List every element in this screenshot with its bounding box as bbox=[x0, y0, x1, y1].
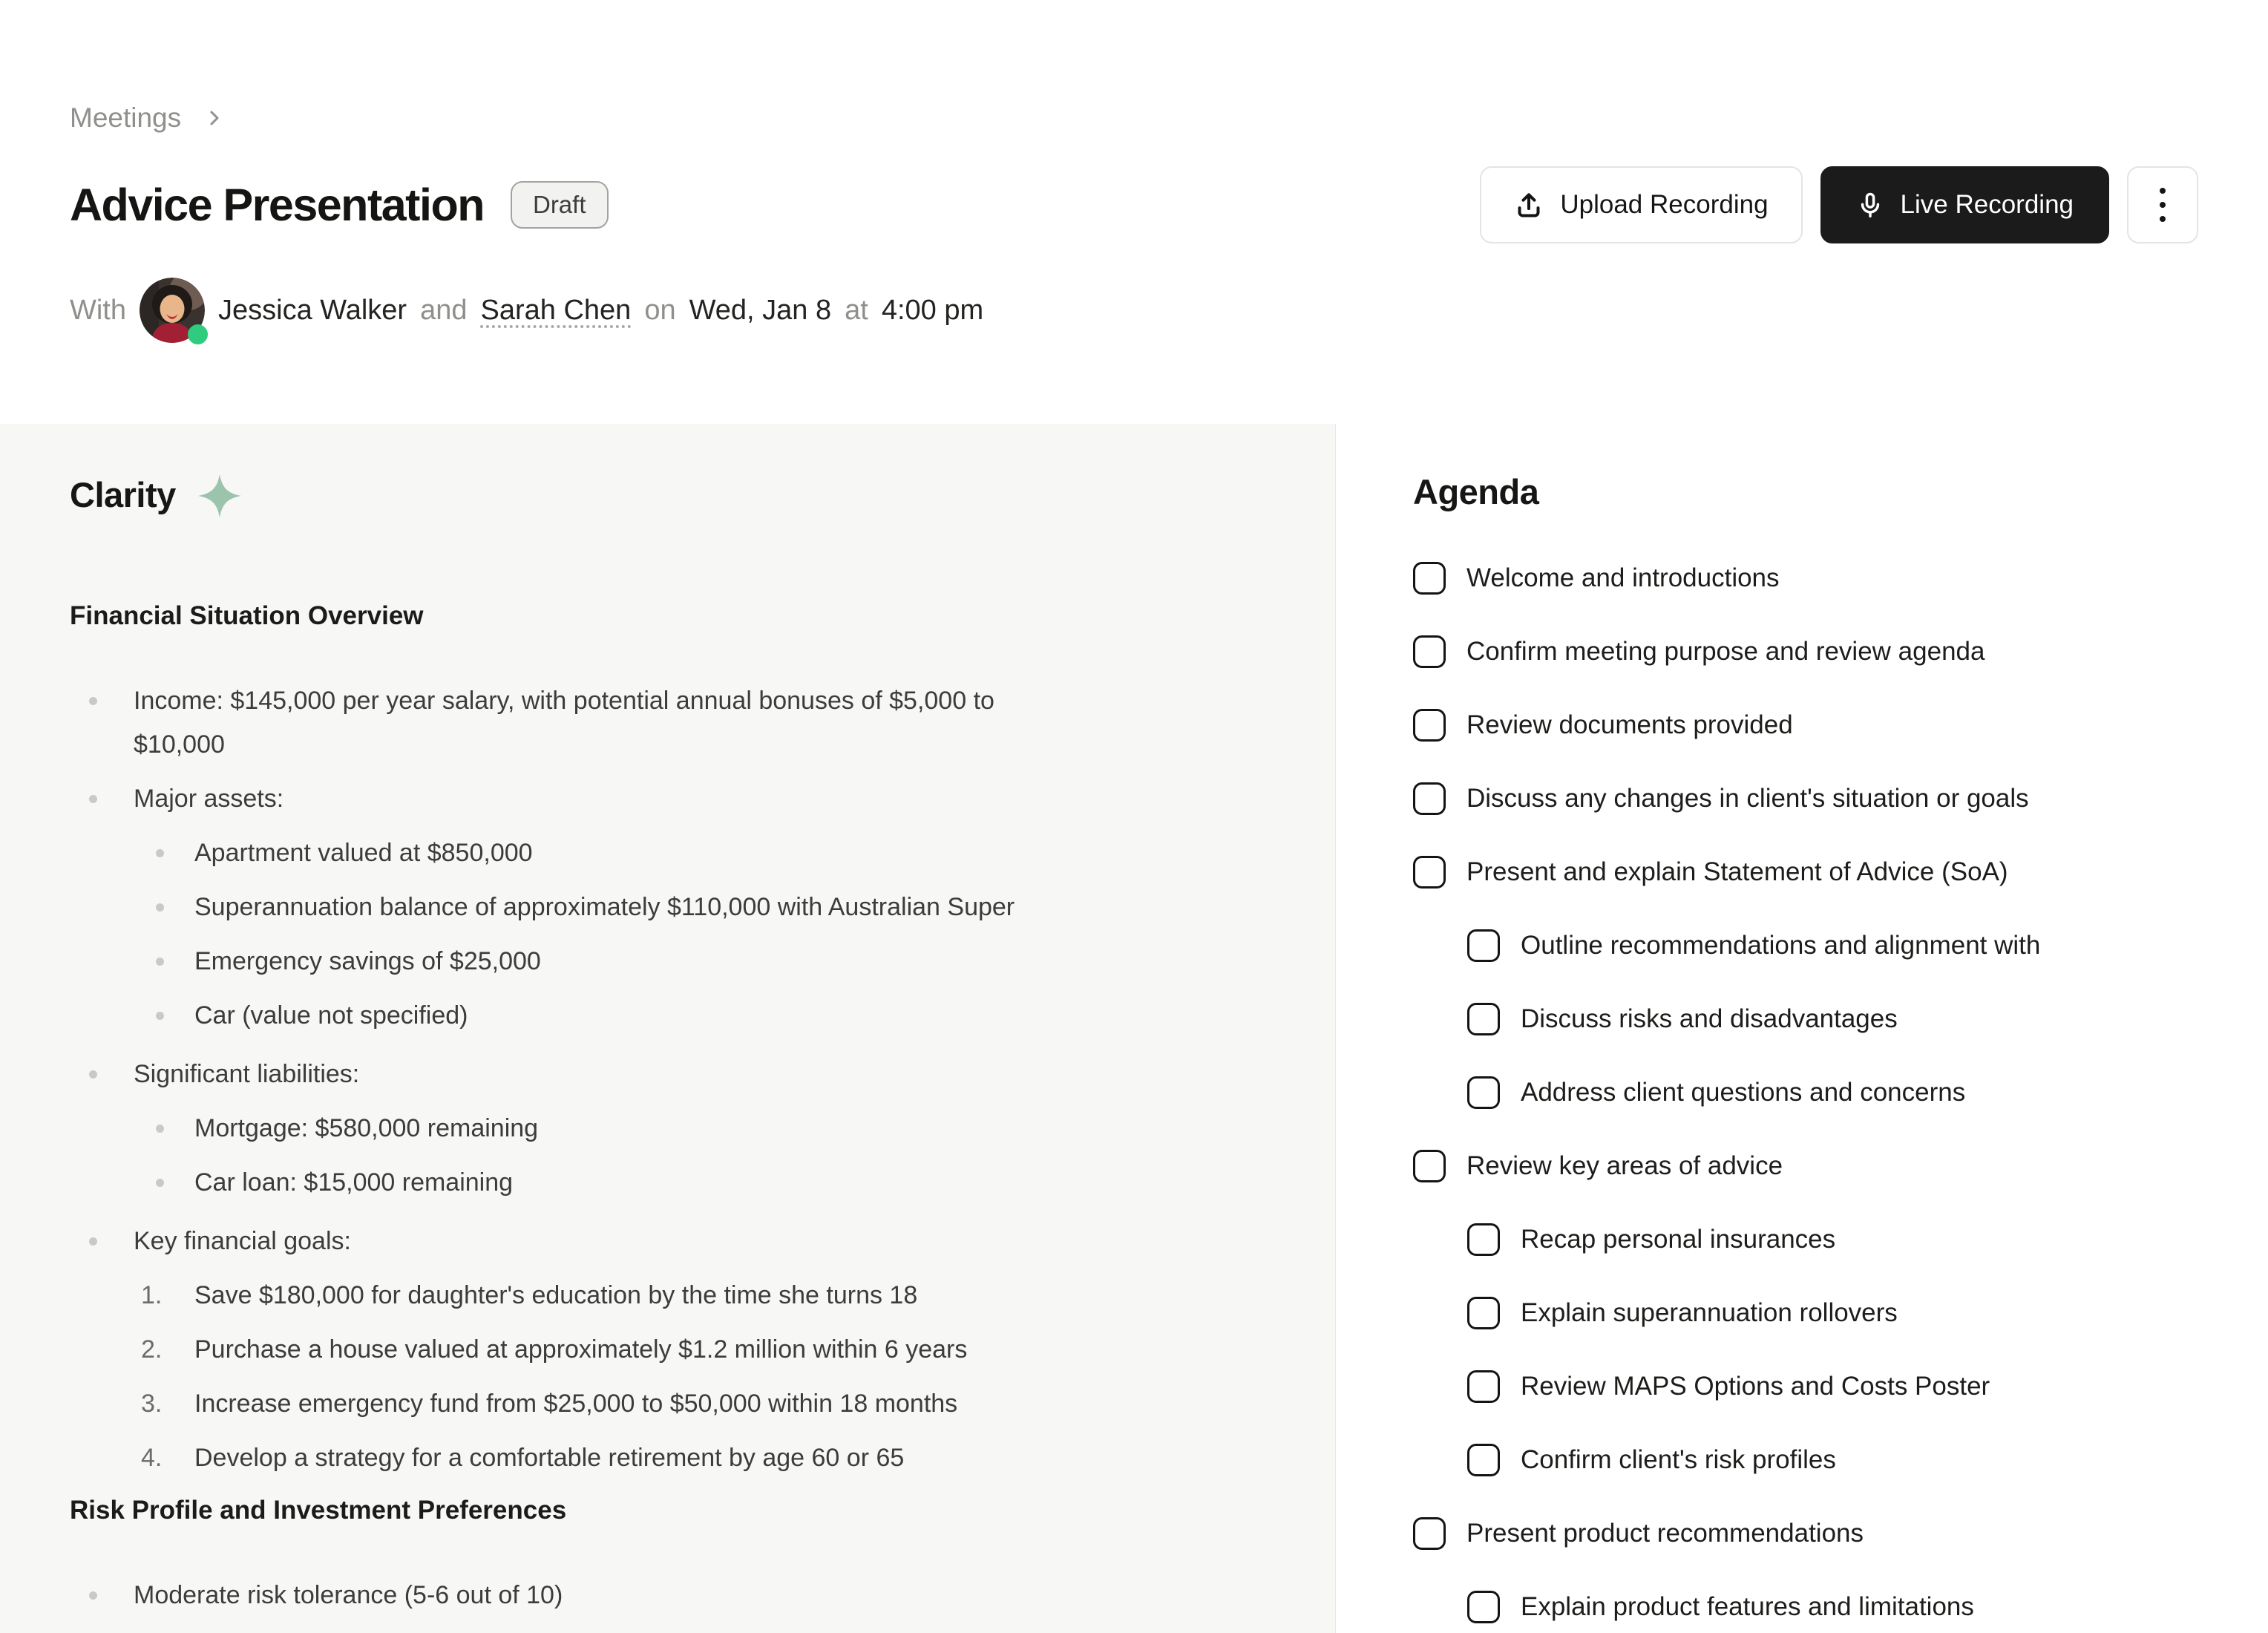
agenda-checkbox[interactable] bbox=[1413, 635, 1446, 668]
on-label: on bbox=[644, 294, 676, 326]
agenda-panel bbox=[1336, 424, 2268, 1633]
agenda-item-row bbox=[1413, 561, 2209, 595]
numbered-item-gutter bbox=[70, 1328, 194, 1372]
agenda-item-row bbox=[1413, 635, 2209, 669]
meeting-date: Wed, Jan 8 bbox=[689, 294, 832, 326]
list-item bbox=[70, 1107, 1253, 1151]
list-item-gutter bbox=[70, 1053, 134, 1096]
agenda-item-label: Present and explain Statement of Advice (SoA) bbox=[1466, 857, 2008, 886]
bullet-icon bbox=[156, 1179, 164, 1187]
agenda-item-label: Discuss risks and disadvantages bbox=[1521, 1004, 1898, 1033]
numbered-list-item bbox=[70, 1436, 1253, 1480]
agenda-item-row bbox=[1413, 1516, 2209, 1551]
agenda-item-label: Welcome and introductions bbox=[1466, 563, 1780, 592]
at-label: at bbox=[845, 294, 868, 326]
bullet-icon bbox=[89, 1591, 97, 1600]
attendee-sarah-chen[interactable]: Sarah Chen bbox=[480, 294, 632, 326]
agenda-checkbox[interactable] bbox=[1467, 1444, 1500, 1476]
list-item-gutter bbox=[70, 1161, 194, 1205]
agenda-checkbox[interactable] bbox=[1467, 1370, 1500, 1403]
list-item-gutter bbox=[70, 777, 134, 821]
bullet-icon bbox=[156, 1012, 164, 1020]
meeting-info bbox=[70, 278, 2198, 343]
list-item-text: Key financial goals: bbox=[134, 1227, 351, 1255]
notes-panel-title: Clarity bbox=[70, 474, 176, 514]
agenda-item-row bbox=[1467, 1076, 2209, 1110]
list-item bbox=[70, 1574, 1253, 1617]
list-item-text: Moderate risk tolerance (5-6 out of 10) bbox=[134, 1581, 563, 1609]
agenda-item-label: Explain superannuation rollovers bbox=[1521, 1298, 1898, 1327]
bullet-icon bbox=[156, 903, 164, 912]
agenda-checkbox[interactable] bbox=[1413, 562, 1446, 595]
bullet-sublist bbox=[70, 1107, 1253, 1205]
more-options-button[interactable] bbox=[2127, 166, 2198, 243]
chevron-right-icon bbox=[203, 107, 226, 129]
header-actions bbox=[1480, 166, 2198, 243]
agenda-item-row bbox=[1413, 1149, 2209, 1183]
bullet-icon bbox=[156, 849, 164, 857]
numbered-item-gutter bbox=[70, 1436, 194, 1480]
agenda-item-label: Outline recommendations and alignment with bbox=[1521, 931, 2041, 960]
list-item-text: Increase emergency fund from $25,000 to $50,000 within 18 months bbox=[194, 1390, 958, 1418]
agenda-item-row bbox=[1413, 855, 2209, 889]
live-recording-button[interactable] bbox=[1820, 166, 2109, 243]
agenda-checkbox[interactable] bbox=[1467, 1591, 1500, 1623]
section-heading: Risk Profile and Investment Preferences bbox=[70, 1496, 567, 1525]
list-item-text: Major assets: bbox=[134, 785, 284, 813]
notes-content bbox=[70, 600, 1253, 1617]
list-item-number: 2. bbox=[141, 1335, 163, 1364]
page-title: Advice Presentation bbox=[70, 180, 484, 230]
agenda-item-row bbox=[1467, 1369, 2209, 1404]
breadcrumb-meetings-link[interactable]: Meetings bbox=[70, 102, 182, 133]
agenda-item-row bbox=[1467, 1223, 2209, 1257]
bullet-list bbox=[70, 679, 1253, 1480]
agenda-item-row bbox=[1467, 1296, 2209, 1330]
microphone-icon bbox=[1856, 191, 1884, 219]
numbered-sublist bbox=[70, 1274, 1253, 1480]
upload-recording-label: Upload Recording bbox=[1560, 190, 1769, 219]
bullet-icon bbox=[156, 958, 164, 966]
agenda-checkbox[interactable] bbox=[1467, 1076, 1500, 1109]
list-item bbox=[70, 994, 1253, 1038]
bullet-icon bbox=[89, 697, 97, 705]
upload-recording-button[interactable] bbox=[1480, 166, 1802, 243]
agenda-item-row bbox=[1467, 1590, 2209, 1624]
page-header bbox=[0, 0, 2268, 424]
agenda-item-label: Review MAPS Options and Costs Poster bbox=[1521, 1372, 1990, 1401]
bullet-icon bbox=[89, 1070, 97, 1079]
agenda-item-label: Explain product features and limitations bbox=[1521, 1592, 1974, 1621]
list-item-number: 1. bbox=[141, 1281, 163, 1309]
agenda-item-label: Review key areas of advice bbox=[1466, 1151, 1783, 1180]
bullet-icon bbox=[89, 1237, 97, 1246]
numbered-item-gutter bbox=[70, 1274, 194, 1318]
live-recording-label: Live Recording bbox=[1900, 190, 2074, 219]
agenda-checkbox[interactable] bbox=[1413, 1150, 1446, 1182]
attendee-jessica-walker[interactable]: Jessica Walker bbox=[218, 294, 407, 326]
list-item bbox=[70, 1161, 1253, 1205]
list-item bbox=[70, 886, 1253, 929]
bullet-list bbox=[70, 1574, 1253, 1617]
agenda-checkbox[interactable] bbox=[1413, 782, 1446, 815]
list-item-text: Save $180,000 for daughter's education by the time she turns 18 bbox=[194, 1281, 918, 1309]
section-heading: Financial Situation Overview bbox=[70, 601, 424, 630]
list-item-gutter bbox=[70, 831, 194, 875]
agenda-checkbox[interactable] bbox=[1467, 1297, 1500, 1329]
list-item-gutter bbox=[70, 679, 134, 767]
agenda-checkbox[interactable] bbox=[1467, 1003, 1500, 1035]
main-content bbox=[0, 424, 2268, 1633]
agenda-item-row bbox=[1467, 1443, 2209, 1477]
agenda-item-label: Recap personal insurances bbox=[1521, 1225, 1836, 1254]
list-item-text: Purchase a house valued at approximately $1.2 million within 6 years bbox=[194, 1335, 968, 1364]
agenda-item-row bbox=[1413, 708, 2209, 742]
agenda-item-label: Confirm client's risk profiles bbox=[1521, 1445, 1836, 1474]
agenda-item-row bbox=[1413, 782, 2209, 816]
list-item-text: Emergency savings of $25,000 bbox=[194, 947, 541, 975]
agenda-item-label: Confirm meeting purpose and review agenda bbox=[1466, 637, 1985, 666]
avatar bbox=[140, 278, 205, 343]
list-item-text: Apartment valued at $850,000 bbox=[194, 839, 533, 867]
list-item-gutter bbox=[70, 1574, 134, 1617]
agenda-item-row bbox=[1467, 1002, 2209, 1036]
list-item-gutter bbox=[70, 886, 194, 929]
and-label: and bbox=[420, 294, 468, 326]
kebab-menu-icon bbox=[2160, 188, 2166, 222]
upload-icon bbox=[1514, 190, 1544, 220]
meeting-time: 4:00 pm bbox=[881, 294, 984, 326]
bullet-icon bbox=[156, 1125, 164, 1133]
status-badge: Draft bbox=[511, 181, 609, 229]
agenda-checkbox[interactable] bbox=[1413, 1517, 1446, 1550]
list-item-text: Develop a strategy for a comfortable retirement by age 60 or 65 bbox=[194, 1444, 905, 1472]
agenda-item-label: Review documents provided bbox=[1466, 710, 1793, 739]
list-item bbox=[70, 1053, 1253, 1096]
list-item-gutter bbox=[70, 1107, 194, 1151]
agenda-checklist bbox=[1413, 561, 2209, 1624]
bullet-sublist bbox=[70, 831, 1253, 1038]
list-item-text: Superannuation balance of approximately $110,000 with Australian Super bbox=[194, 893, 1015, 921]
list-item bbox=[70, 831, 1253, 875]
numbered-list-item bbox=[70, 1274, 1253, 1318]
list-item-text: Car loan: $15,000 remaining bbox=[194, 1168, 514, 1197]
list-item-number: 3. bbox=[141, 1390, 163, 1418]
list-item bbox=[70, 679, 1253, 767]
list-item-gutter bbox=[70, 1220, 134, 1263]
agenda-item-label: Address client questions and concerns bbox=[1521, 1078, 1966, 1107]
list-item-text: Income: $145,000 per year salary, with potential annual bonuses of $5,000 to $10,000 bbox=[134, 687, 994, 759]
agenda-checkbox[interactable] bbox=[1413, 856, 1446, 889]
list-item bbox=[70, 940, 1253, 984]
agenda-item-label: Discuss any changes in client's situation or goals bbox=[1466, 784, 2029, 813]
numbered-item-gutter bbox=[70, 1382, 194, 1426]
breadcrumb bbox=[70, 102, 2198, 134]
notes-panel bbox=[0, 424, 1336, 1633]
list-item-gutter bbox=[70, 994, 194, 1038]
with-label: With bbox=[70, 294, 126, 326]
agenda-panel-title: Agenda bbox=[1413, 472, 1539, 511]
list-item-gutter bbox=[70, 940, 194, 984]
agenda-checkbox[interactable] bbox=[1467, 929, 1500, 962]
agenda-checkbox[interactable] bbox=[1413, 709, 1446, 742]
agenda-item-label: Present product recommendations bbox=[1466, 1519, 1864, 1548]
list-item-text: Mortgage: $580,000 remaining bbox=[194, 1114, 539, 1142]
title-row bbox=[70, 166, 2198, 243]
agenda-checkbox[interactable] bbox=[1467, 1223, 1500, 1256]
list-item-number: 4. bbox=[141, 1444, 163, 1472]
list-item bbox=[70, 1220, 1253, 1263]
list-item bbox=[70, 777, 1253, 821]
online-status-dot bbox=[188, 324, 208, 344]
sparkle-icon bbox=[197, 473, 243, 519]
numbered-list-item bbox=[70, 1328, 1253, 1372]
bullet-icon bbox=[89, 795, 97, 803]
list-item-text: Car (value not specified) bbox=[194, 1001, 468, 1030]
numbered-list-item bbox=[70, 1382, 1253, 1426]
agenda-item-row bbox=[1467, 929, 2209, 963]
list-item-text: Significant liabilities: bbox=[134, 1060, 360, 1088]
